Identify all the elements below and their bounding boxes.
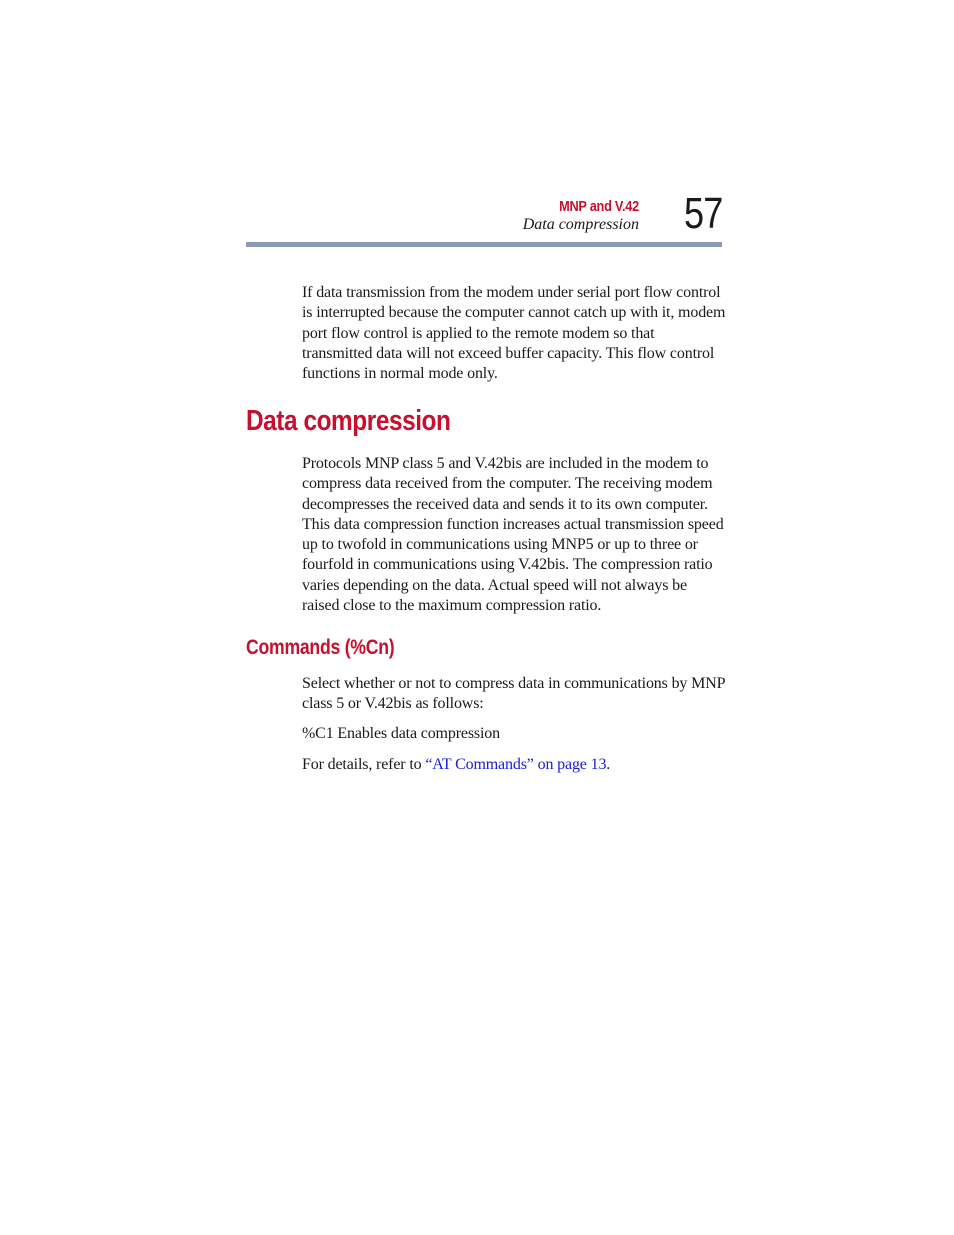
at-commands-link[interactable]: “AT Commands” on page 13 [425,756,607,773]
header-section-title: Data compression [522,216,639,233]
commands-paragraph: Select whether or not to compress data in communications by MNP class 5 or V.42bis as follows: [302,675,725,713]
header-chapter-title: MNP and V.42 [559,198,639,215]
intro-paragraph: If data transmission from the modem under serial port flow control is interrupted because the computer cannot catch up with it, modem port flow control is applied to the remote modem so that transmitted data will not exceed buffer capacity. This flow control functions in normal mode only. [302,284,726,383]
data-compression-paragraph: Protocols MNP class 5 and V.42bis are included in the modem to compress data received from the computer. The receiving modem decompresses the received data and sends it to its own computer. This data compression function increases actual transmission speed up to twofold in communications using MNP5 or up to three or fourfold in communications using V.42bis. The compression ratio varies depending on the data. Actual speed will not always be raised close to the maximum compression ratio. [302,455,724,615]
details-prefix: For details, refer to [302,756,426,773]
command-option-c1: %C1 Enables data compression [302,725,500,742]
page-number: 57 [684,189,723,238]
section-heading-data-compression: Data compression [246,405,451,437]
header-divider [246,242,722,247]
details-suffix: . [606,756,611,773]
subsection-heading-commands: Commands (%Cn) [246,636,395,659]
details-line [302,755,727,775]
